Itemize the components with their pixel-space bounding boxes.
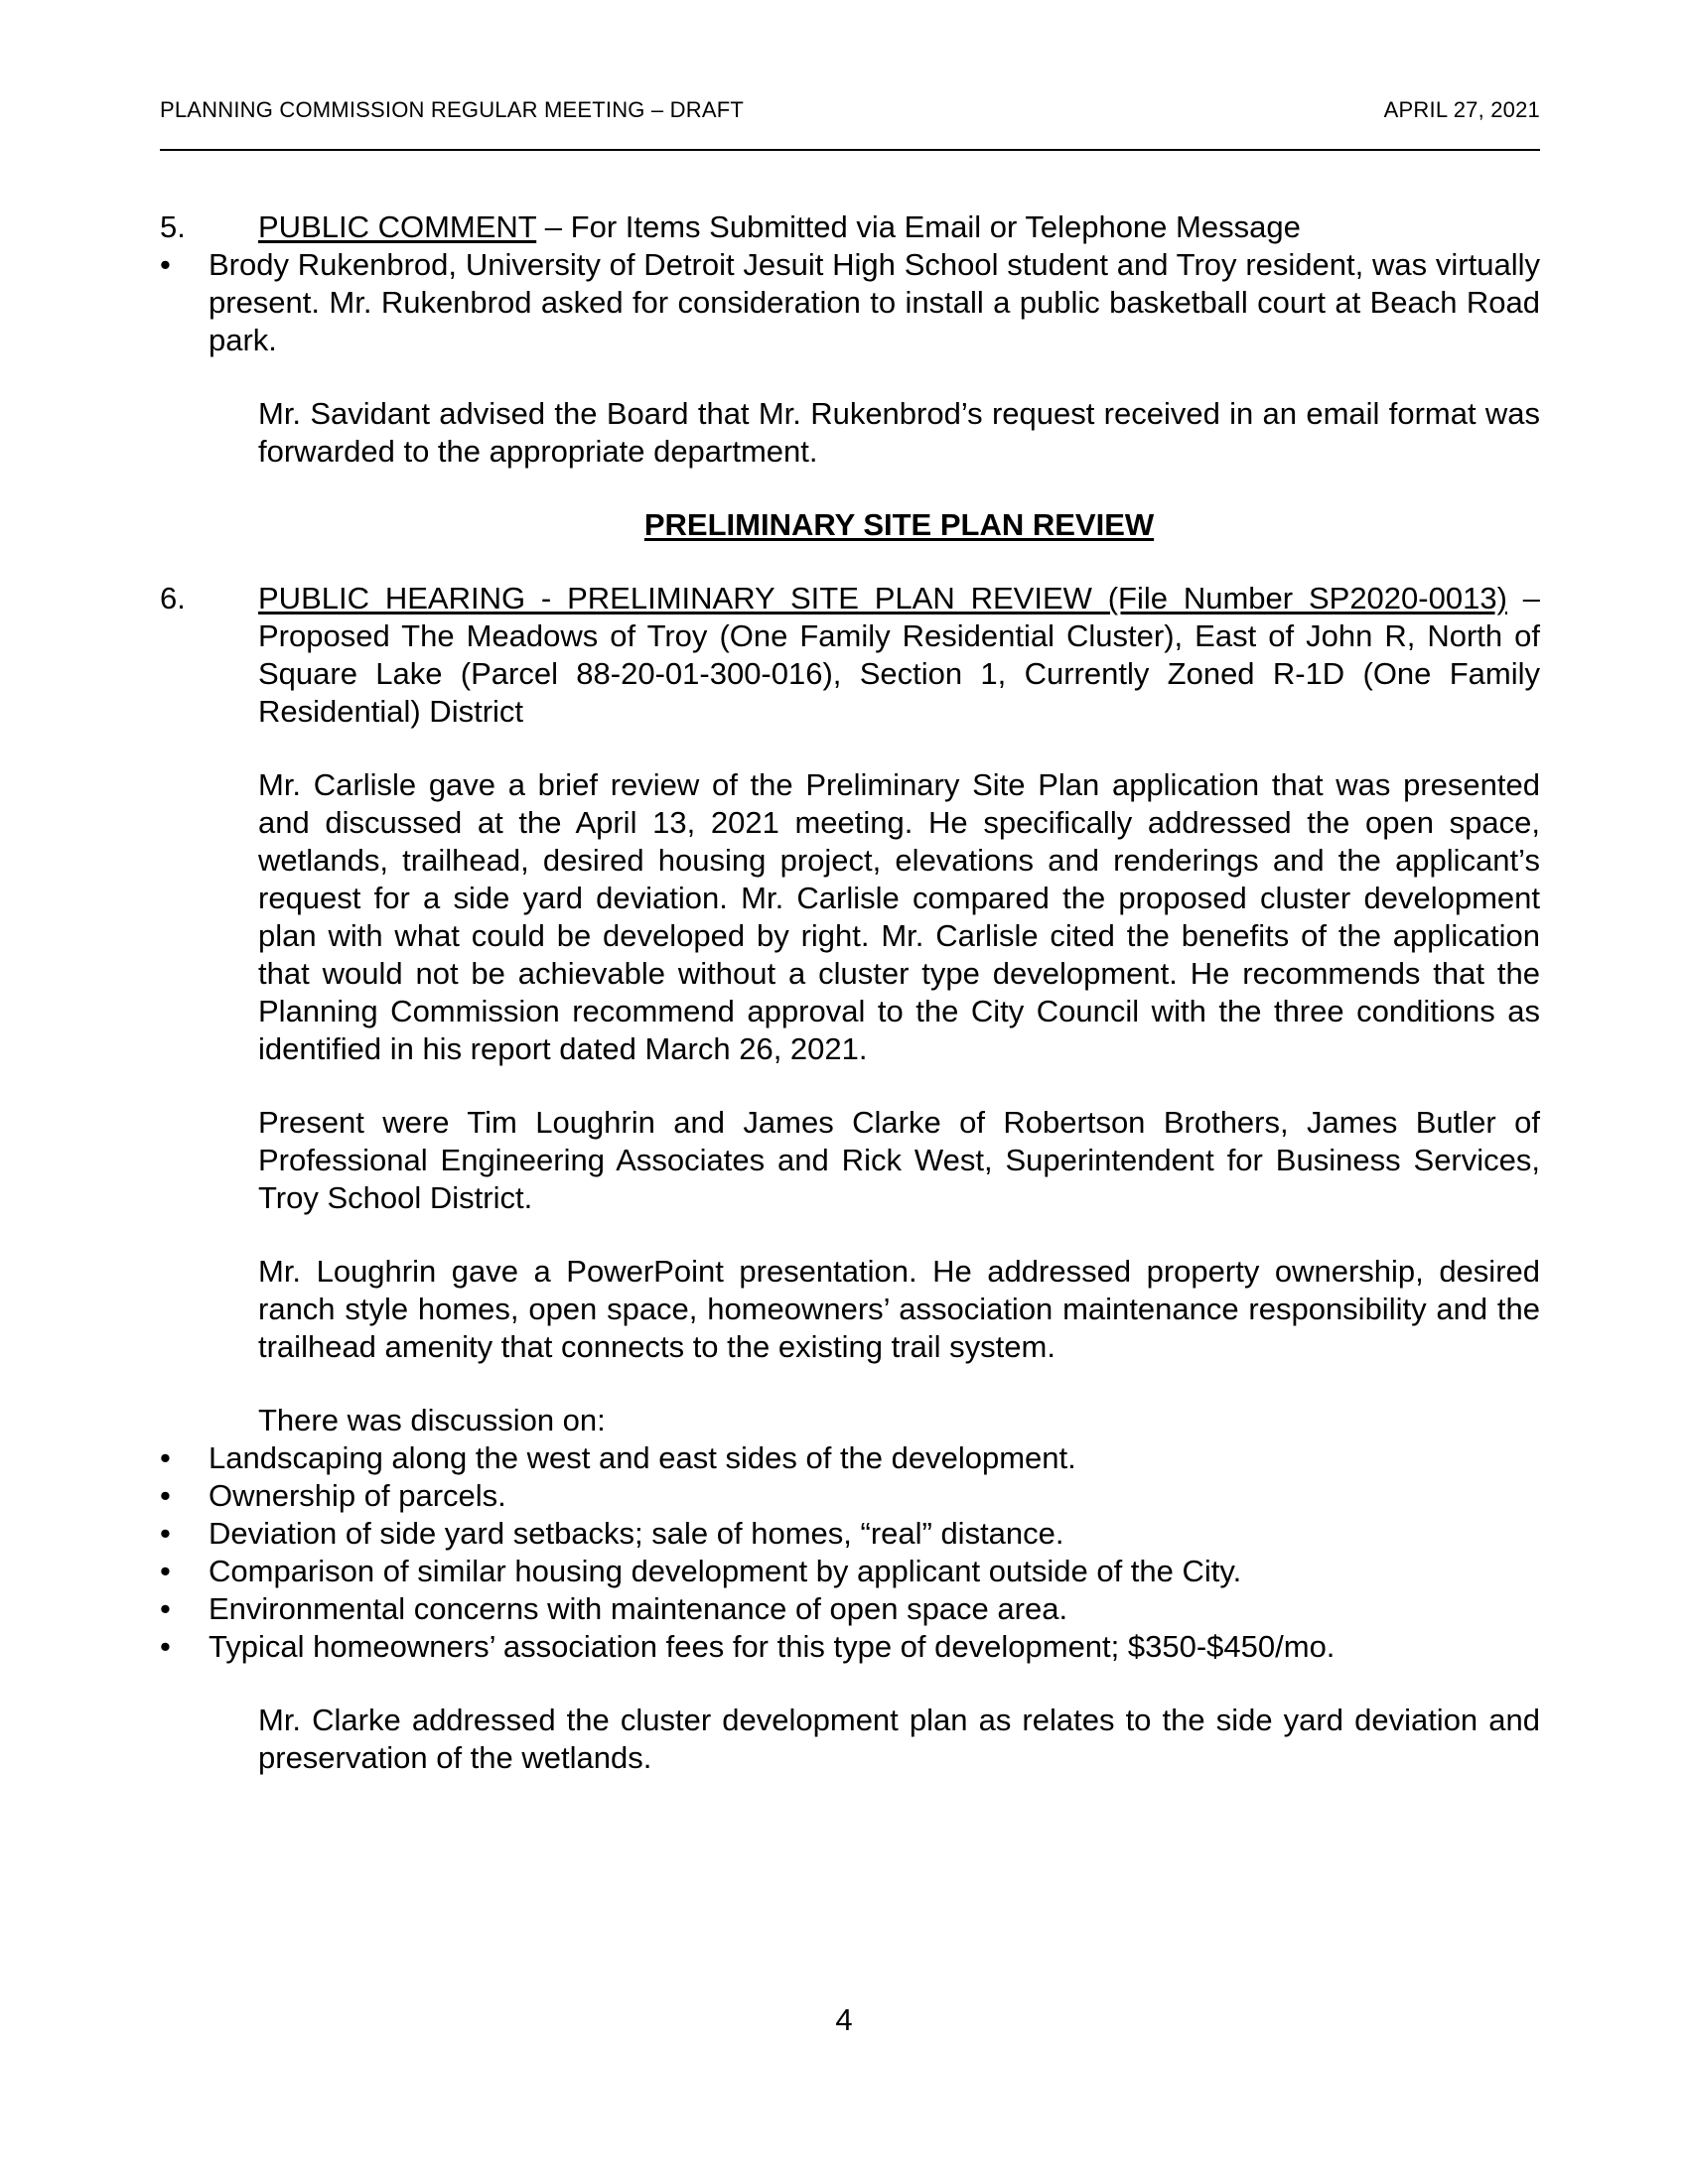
- bullet-icon: •: [160, 1591, 171, 1626]
- section-heading: PRELIMINARY SITE PLAN REVIEW: [643, 507, 1155, 542]
- header-date: APRIL 27, 2021: [1383, 97, 1540, 122]
- list-item: • Landscaping along the west and east sides of the development.: [160, 1440, 1076, 1475]
- item-title-rest: – For Items Submitted via Email or Telephone Message: [536, 209, 1301, 244]
- discussion-intro: There was discussion on:: [258, 1403, 606, 1437]
- item-number: 5.: [160, 209, 186, 244]
- list-item: • Typical homeowners’ association fees for this type of development; $350-$450/mo.: [160, 1629, 1336, 1664]
- agenda-item-6: [160, 580, 1540, 731]
- bullet-icon: •: [160, 1629, 171, 1664]
- header-title: PLANNING COMMISSION REGULAR MEETING – DRAFT: [160, 97, 745, 122]
- paragraph: Mr. Clarke addressed the cluster development plan as relates to the side yard deviation and preservation of the wetlands.: [258, 1703, 1540, 1775]
- page-number: 4: [835, 2002, 853, 2037]
- list-item: • Ownership of parcels.: [160, 1478, 506, 1513]
- header-rule: [160, 149, 1540, 151]
- item-title: PUBLIC COMMENT: [258, 209, 537, 244]
- bullet-icon: •: [160, 1516, 171, 1551]
- agenda-item-5: [160, 208, 1540, 246]
- paragraph: Mr. Carlisle gave a brief review of the Preliminary Site Plan application that was presented and discussed at the April 13, 2021 meeting. He specifically addressed the open space, wetlands, trailhead, desired housing project, elevations and renderings and the applicant’s request for a side yard deviation. Mr. Carlisle compared the proposed cluster development plan with what could be developed by right. Mr. Carlisle cited the benefits of the application that would not be achievable without a cluster type development. He recommends that the Planning Commission recommend approval to the City Council with the three conditions as identified in his report dated March 26, 2021.: [258, 767, 1540, 1066]
- list-item: • Environmental concerns with maintenance of open space area.: [160, 1591, 1068, 1626]
- bullet-icon: •: [160, 1478, 171, 1513]
- paragraph: Present were Tim Loughrin and James Clarke of Robertson Brothers, James Butler of Professional Engineering Associates and Rick West, Superintendent for Business Services, Troy School District.: [258, 1105, 1540, 1215]
- bullet-icon: •: [160, 1554, 171, 1588]
- list-item: • Brody Rukenbrod, University of Detroit Jesuit High School student and Troy resident, was virtually present. Mr. Rukenbrod asked for consideration to install a public basketball court at Beach Road park.: [160, 247, 1540, 357]
- document-body: [160, 208, 1540, 1777]
- bullet-icon: •: [160, 1440, 171, 1475]
- paragraph: Mr. Savidant advised the Board that Mr. Rukenbrod’s request received in an email format was forwarded to the appropriate department.: [258, 396, 1540, 469]
- public-comment-list: [160, 246, 1540, 359]
- item-title: PUBLIC HEARING - PRELIMINARY SITE PLAN REVIEW (File Number SP2020-0013): [258, 581, 1507, 615]
- list-item: • Deviation of side yard setbacks; sale of homes, “real” distance.: [160, 1516, 1064, 1551]
- item-title-rest: – Proposed The Meadows of Troy (One Family Residential Cluster), East of John R, North of Square Lake (Parcel 88-20-01-300-016), Section 1, Currently Zoned R-1D (One Family Residential) District: [258, 581, 1541, 729]
- discussion-list: [160, 1439, 1540, 1666]
- item-number: 6.: [160, 581, 186, 615]
- paragraph: Mr. Loughrin gave a PowerPoint presentation. He addressed property ownership, desired ranch style homes, open space, homeowners’ association maintenance responsibility and the trailhead amenity that connects to the existing trail system.: [258, 1254, 1540, 1364]
- page-header: [160, 97, 1540, 123]
- list-item: • Comparison of similar housing development by applicant outside of the City.: [160, 1554, 1242, 1588]
- bullet-icon: •: [160, 247, 171, 282]
